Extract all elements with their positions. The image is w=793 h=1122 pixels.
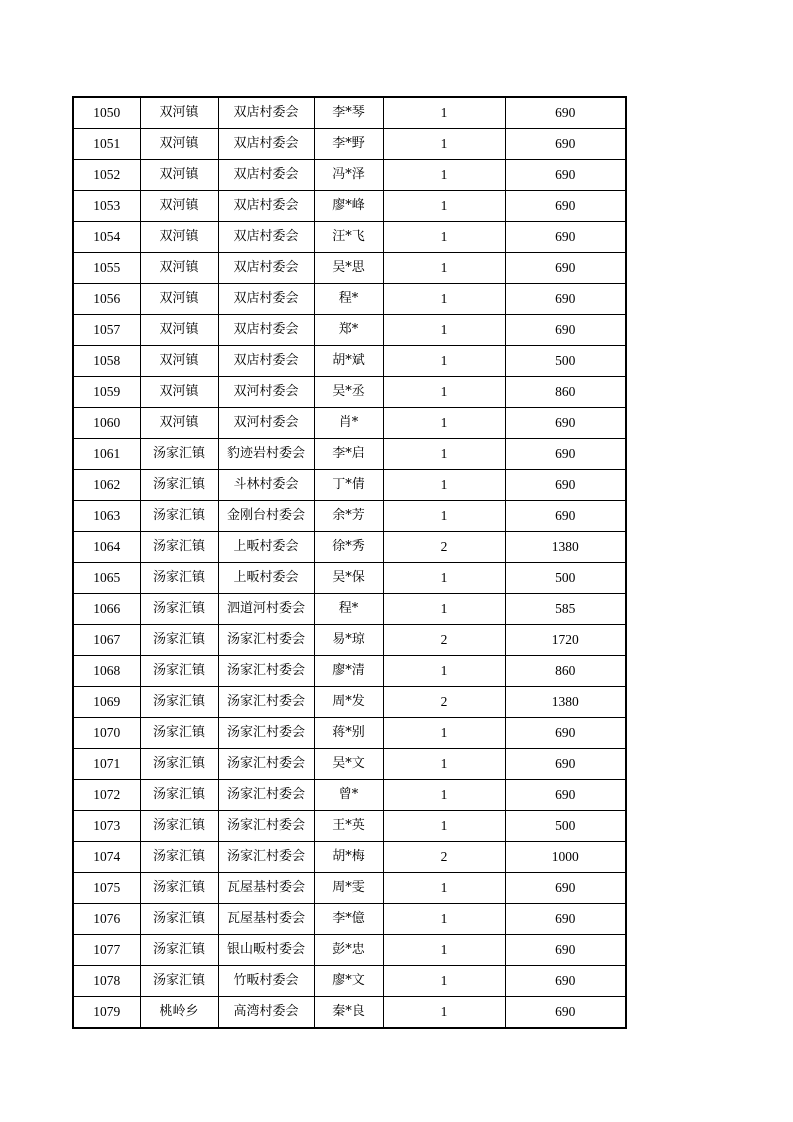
- person-name-cell: 廖*峰: [314, 191, 383, 222]
- town-cell: 双河镇: [140, 97, 218, 129]
- record-number-cell: 1061: [73, 439, 140, 470]
- person-name-cell: 吴*丞: [314, 377, 383, 408]
- amount-cell: 690: [505, 97, 626, 129]
- table-row: [73, 997, 626, 1029]
- person-name-cell: 余*芳: [314, 501, 383, 532]
- person-count-cell: 1: [383, 222, 505, 253]
- person-count-cell: 2: [383, 842, 505, 873]
- town-cell: 双河镇: [140, 253, 218, 284]
- person-count-cell: 1: [383, 346, 505, 377]
- record-number-cell: 1053: [73, 191, 140, 222]
- table-row: [73, 718, 626, 749]
- village-committee-cell: 双店村委会: [218, 284, 314, 315]
- village-committee-cell: 银山畈村委会: [218, 935, 314, 966]
- record-number-cell: 1075: [73, 873, 140, 904]
- amount-cell: 690: [505, 253, 626, 284]
- person-count-cell: 1: [383, 97, 505, 129]
- town-cell: 汤家汇镇: [140, 966, 218, 997]
- table-row: [73, 97, 626, 129]
- person-name-cell: 王*英: [314, 811, 383, 842]
- person-count-cell: 2: [383, 687, 505, 718]
- record-number-cell: 1078: [73, 966, 140, 997]
- person-name-cell: 曾*: [314, 780, 383, 811]
- table-row: [73, 222, 626, 253]
- record-number-cell: 1059: [73, 377, 140, 408]
- person-name-cell: 李*野: [314, 129, 383, 160]
- town-cell: 汤家汇镇: [140, 501, 218, 532]
- person-count-cell: 1: [383, 594, 505, 625]
- record-number-cell: 1058: [73, 346, 140, 377]
- person-name-cell: 廖*清: [314, 656, 383, 687]
- record-number-cell: 1067: [73, 625, 140, 656]
- person-count-cell: 1: [383, 997, 505, 1029]
- table-row: [73, 625, 626, 656]
- amount-cell: 690: [505, 315, 626, 346]
- table-row: [73, 253, 626, 284]
- person-name-cell: 胡*梅: [314, 842, 383, 873]
- table-row: [73, 563, 626, 594]
- amount-cell: 690: [505, 718, 626, 749]
- town-cell: 双河镇: [140, 191, 218, 222]
- amount-cell: 690: [505, 780, 626, 811]
- village-committee-cell: 双店村委会: [218, 222, 314, 253]
- amount-cell: 500: [505, 811, 626, 842]
- table-row: [73, 594, 626, 625]
- town-cell: 汤家汇镇: [140, 842, 218, 873]
- table-row: [73, 284, 626, 315]
- record-number-cell: 1064: [73, 532, 140, 563]
- town-cell: 汤家汇镇: [140, 625, 218, 656]
- village-committee-cell: 汤家汇村委会: [218, 780, 314, 811]
- person-name-cell: 李*琴: [314, 97, 383, 129]
- record-number-cell: 1051: [73, 129, 140, 160]
- town-cell: 汤家汇镇: [140, 532, 218, 563]
- person-name-cell: 程*: [314, 284, 383, 315]
- person-name-cell: 蒋*别: [314, 718, 383, 749]
- amount-cell: 690: [505, 966, 626, 997]
- amount-cell: 690: [505, 284, 626, 315]
- person-count-cell: 2: [383, 625, 505, 656]
- person-count-cell: 1: [383, 904, 505, 935]
- amount-cell: 690: [505, 749, 626, 780]
- person-count-cell: 1: [383, 129, 505, 160]
- village-committee-cell: 汤家汇村委会: [218, 811, 314, 842]
- person-count-cell: 1: [383, 935, 505, 966]
- amount-cell: 500: [505, 346, 626, 377]
- record-number-cell: 1079: [73, 997, 140, 1029]
- person-count-cell: 1: [383, 718, 505, 749]
- village-committee-cell: 瓦屋基村委会: [218, 904, 314, 935]
- person-count-cell: 1: [383, 563, 505, 594]
- person-count-cell: 1: [383, 780, 505, 811]
- village-committee-cell: 双店村委会: [218, 191, 314, 222]
- town-cell: 汤家汇镇: [140, 718, 218, 749]
- amount-cell: 860: [505, 656, 626, 687]
- table-row: [73, 160, 626, 191]
- village-committee-cell: 双店村委会: [218, 315, 314, 346]
- person-name-cell: 廖*文: [314, 966, 383, 997]
- record-number-cell: 1077: [73, 935, 140, 966]
- village-committee-cell: 汤家汇村委会: [218, 625, 314, 656]
- village-committee-cell: 上畈村委会: [218, 532, 314, 563]
- record-number-cell: 1054: [73, 222, 140, 253]
- table-row: [73, 439, 626, 470]
- person-count-cell: 1: [383, 253, 505, 284]
- village-committee-cell: 汤家汇村委会: [218, 842, 314, 873]
- table-row: [73, 346, 626, 377]
- person-count-cell: 1: [383, 966, 505, 997]
- amount-cell: 690: [505, 160, 626, 191]
- village-committee-cell: 上畈村委会: [218, 563, 314, 594]
- person-count-cell: 1: [383, 501, 505, 532]
- person-name-cell: 周*发: [314, 687, 383, 718]
- village-committee-cell: 双店村委会: [218, 97, 314, 129]
- town-cell: 双河镇: [140, 408, 218, 439]
- table-row: [73, 811, 626, 842]
- table-row: [73, 904, 626, 935]
- record-number-cell: 1069: [73, 687, 140, 718]
- record-number-cell: 1063: [73, 501, 140, 532]
- person-name-cell: 彭*忠: [314, 935, 383, 966]
- record-number-cell: 1065: [73, 563, 140, 594]
- village-committee-cell: 汤家汇村委会: [218, 656, 314, 687]
- amount-cell: 1000: [505, 842, 626, 873]
- person-name-cell: 丁*倩: [314, 470, 383, 501]
- person-name-cell: 易*琼: [314, 625, 383, 656]
- amount-cell: 690: [505, 935, 626, 966]
- table-row: [73, 842, 626, 873]
- table-row: [73, 935, 626, 966]
- person-count-cell: 1: [383, 160, 505, 191]
- person-count-cell: 1: [383, 439, 505, 470]
- amount-cell: 1380: [505, 532, 626, 563]
- amount-cell: 1380: [505, 687, 626, 718]
- village-committee-cell: 双店村委会: [218, 129, 314, 160]
- table-row: [73, 470, 626, 501]
- person-count-cell: 1: [383, 377, 505, 408]
- village-committee-cell: 双店村委会: [218, 160, 314, 191]
- person-count-cell: 1: [383, 284, 505, 315]
- roster-table: [72, 96, 627, 1029]
- town-cell: 双河镇: [140, 129, 218, 160]
- village-committee-cell: 竹畈村委会: [218, 966, 314, 997]
- record-number-cell: 1055: [73, 253, 140, 284]
- record-number-cell: 1073: [73, 811, 140, 842]
- person-name-cell: 吴*保: [314, 563, 383, 594]
- village-committee-cell: 泗道河村委会: [218, 594, 314, 625]
- person-count-cell: 1: [383, 191, 505, 222]
- table-row: [73, 749, 626, 780]
- record-number-cell: 1074: [73, 842, 140, 873]
- amount-cell: 690: [505, 501, 626, 532]
- village-committee-cell: 金刚台村委会: [218, 501, 314, 532]
- town-cell: 双河镇: [140, 222, 218, 253]
- amount-cell: 690: [505, 191, 626, 222]
- person-name-cell: 秦*良: [314, 997, 383, 1029]
- town-cell: 汤家汇镇: [140, 873, 218, 904]
- person-name-cell: 胡*斌: [314, 346, 383, 377]
- person-name-cell: 冯*泽: [314, 160, 383, 191]
- village-committee-cell: 汤家汇村委会: [218, 749, 314, 780]
- town-cell: 汤家汇镇: [140, 439, 218, 470]
- person-name-cell: 郑*: [314, 315, 383, 346]
- amount-cell: 1720: [505, 625, 626, 656]
- village-committee-cell: 豹迹岩村委会: [218, 439, 314, 470]
- amount-cell: 860: [505, 377, 626, 408]
- table-row: [73, 532, 626, 563]
- town-cell: 双河镇: [140, 160, 218, 191]
- record-number-cell: 1056: [73, 284, 140, 315]
- village-committee-cell: 瓦屋基村委会: [218, 873, 314, 904]
- table-row: [73, 408, 626, 439]
- person-name-cell: 李*億: [314, 904, 383, 935]
- town-cell: 汤家汇镇: [140, 780, 218, 811]
- person-count-cell: 1: [383, 873, 505, 904]
- record-number-cell: 1072: [73, 780, 140, 811]
- table-row: [73, 315, 626, 346]
- village-committee-cell: 高湾村委会: [218, 997, 314, 1029]
- town-cell: 桃岭乡: [140, 997, 218, 1029]
- town-cell: 汤家汇镇: [140, 470, 218, 501]
- village-committee-cell: 双河村委会: [218, 377, 314, 408]
- town-cell: 汤家汇镇: [140, 656, 218, 687]
- person-name-cell: 肖*: [314, 408, 383, 439]
- amount-cell: 690: [505, 439, 626, 470]
- table-row: [73, 656, 626, 687]
- village-committee-cell: 斗林村委会: [218, 470, 314, 501]
- person-count-cell: 1: [383, 811, 505, 842]
- town-cell: 双河镇: [140, 284, 218, 315]
- village-committee-cell: 双店村委会: [218, 346, 314, 377]
- amount-cell: 690: [505, 129, 626, 160]
- town-cell: 汤家汇镇: [140, 563, 218, 594]
- record-number-cell: 1066: [73, 594, 140, 625]
- person-name-cell: 程*: [314, 594, 383, 625]
- town-cell: 双河镇: [140, 315, 218, 346]
- person-count-cell: 1: [383, 656, 505, 687]
- town-cell: 汤家汇镇: [140, 811, 218, 842]
- amount-cell: 690: [505, 873, 626, 904]
- amount-cell: 690: [505, 904, 626, 935]
- person-name-cell: 汪*飞: [314, 222, 383, 253]
- record-number-cell: 1071: [73, 749, 140, 780]
- town-cell: 汤家汇镇: [140, 935, 218, 966]
- person-count-cell: 1: [383, 470, 505, 501]
- town-cell: 汤家汇镇: [140, 749, 218, 780]
- town-cell: 汤家汇镇: [140, 687, 218, 718]
- roster-table-body: [73, 97, 626, 1028]
- person-count-cell: 1: [383, 749, 505, 780]
- record-number-cell: 1070: [73, 718, 140, 749]
- table-row: [73, 873, 626, 904]
- town-cell: 双河镇: [140, 377, 218, 408]
- person-count-cell: 1: [383, 408, 505, 439]
- village-committee-cell: 汤家汇村委会: [218, 687, 314, 718]
- record-number-cell: 1052: [73, 160, 140, 191]
- village-committee-cell: 汤家汇村委会: [218, 718, 314, 749]
- amount-cell: 690: [505, 470, 626, 501]
- person-count-cell: 2: [383, 532, 505, 563]
- village-committee-cell: 双河村委会: [218, 408, 314, 439]
- record-number-cell: 1076: [73, 904, 140, 935]
- amount-cell: 585: [505, 594, 626, 625]
- person-name-cell: 吴*文: [314, 749, 383, 780]
- person-count-cell: 1: [383, 315, 505, 346]
- amount-cell: 500: [505, 563, 626, 594]
- town-cell: 汤家汇镇: [140, 594, 218, 625]
- table-row: [73, 687, 626, 718]
- table-row: [73, 377, 626, 408]
- town-cell: 汤家汇镇: [140, 904, 218, 935]
- record-number-cell: 1050: [73, 97, 140, 129]
- town-cell: 双河镇: [140, 346, 218, 377]
- table-row: [73, 501, 626, 532]
- amount-cell: 690: [505, 222, 626, 253]
- person-name-cell: 李*启: [314, 439, 383, 470]
- person-name-cell: 徐*秀: [314, 532, 383, 563]
- table-row: [73, 966, 626, 997]
- table-row: [73, 129, 626, 160]
- record-number-cell: 1068: [73, 656, 140, 687]
- amount-cell: 690: [505, 997, 626, 1029]
- person-name-cell: 吴*思: [314, 253, 383, 284]
- record-number-cell: 1057: [73, 315, 140, 346]
- record-number-cell: 1062: [73, 470, 140, 501]
- record-number-cell: 1060: [73, 408, 140, 439]
- village-committee-cell: 双店村委会: [218, 253, 314, 284]
- table-row: [73, 191, 626, 222]
- amount-cell: 690: [505, 408, 626, 439]
- person-name-cell: 周*雯: [314, 873, 383, 904]
- table-row: [73, 780, 626, 811]
